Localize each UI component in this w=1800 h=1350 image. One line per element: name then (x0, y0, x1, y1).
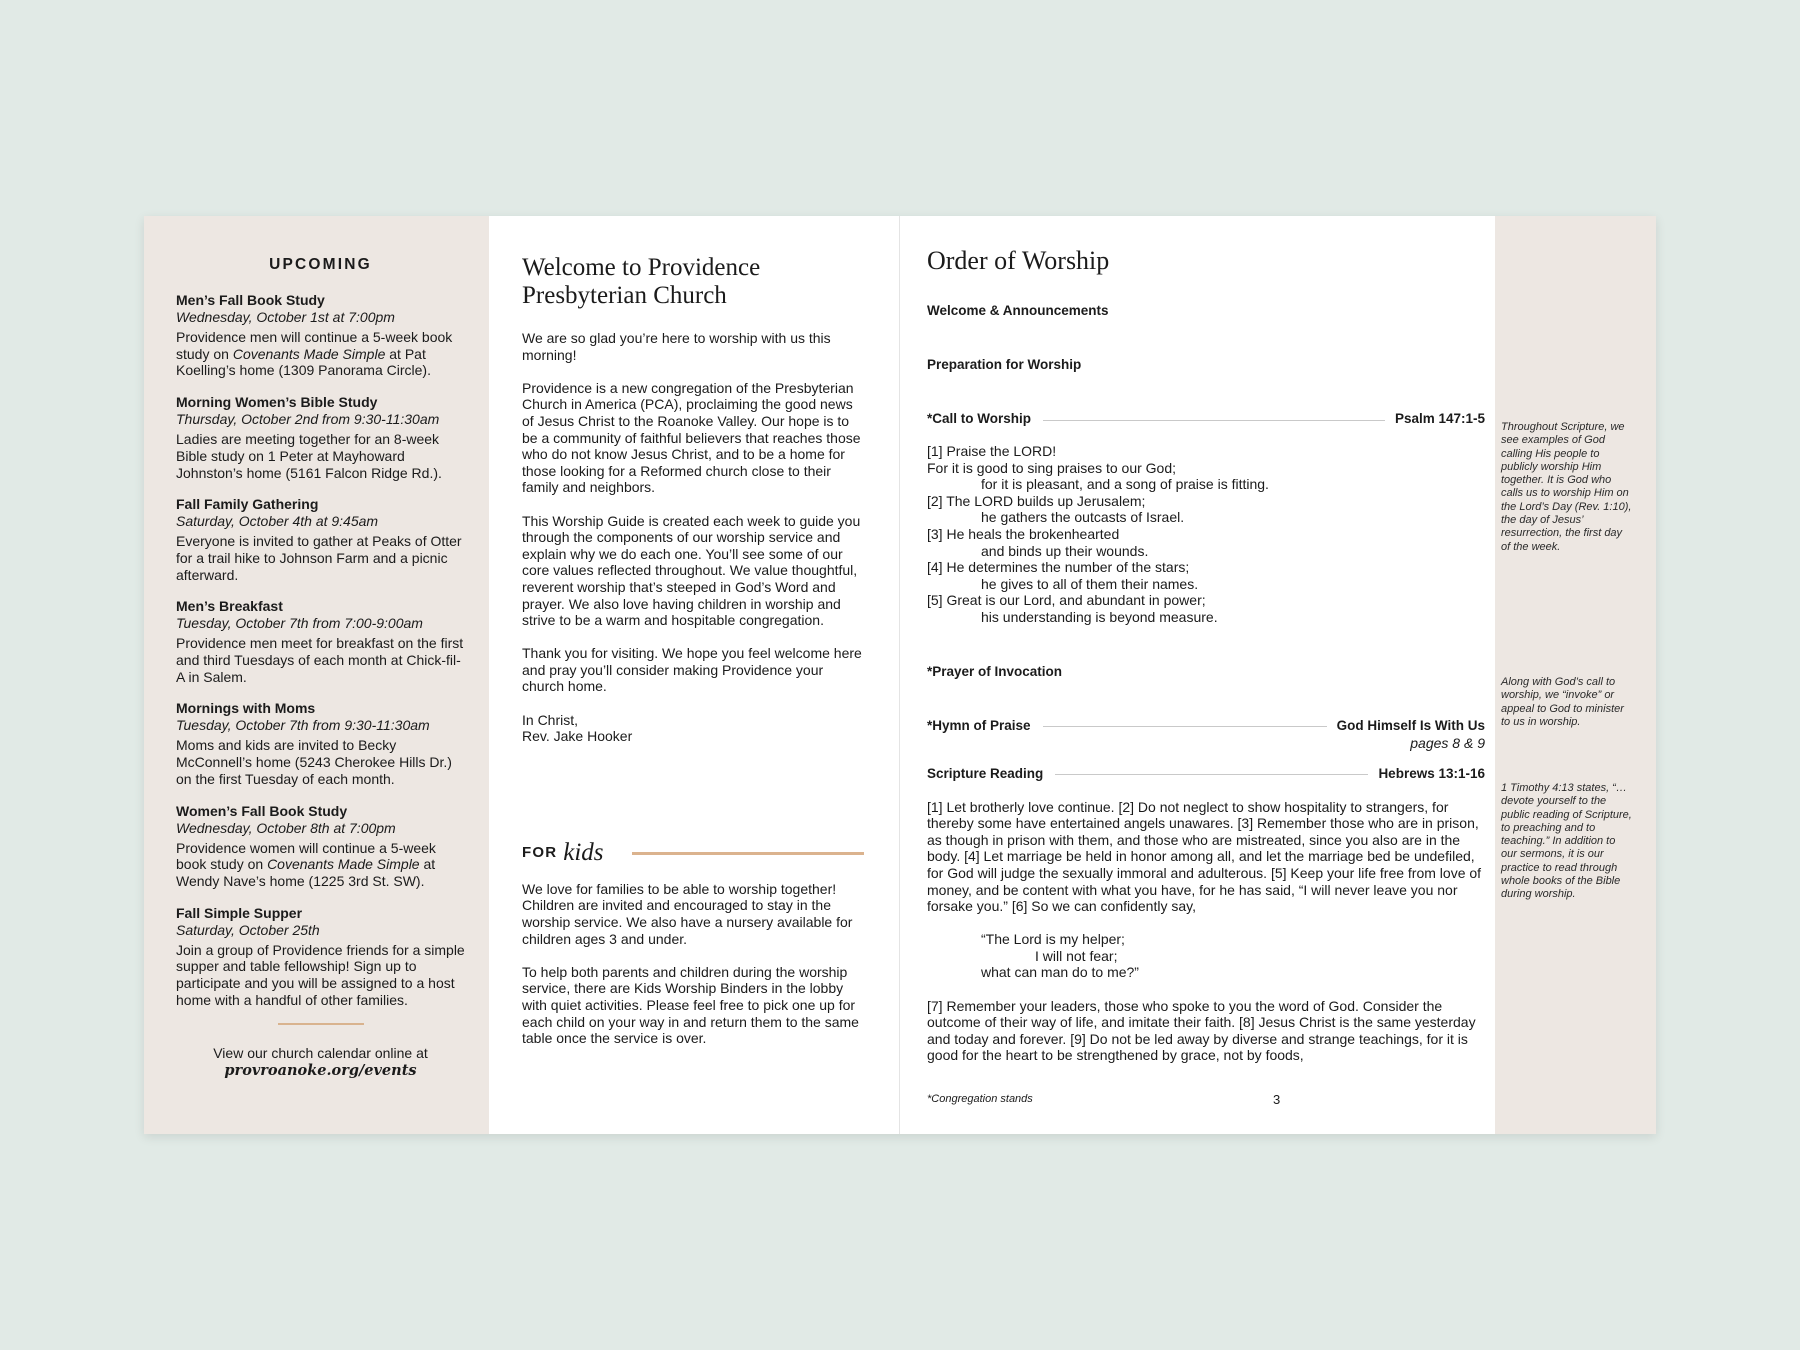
verse-line: for it is pleasant, and a song of praise is fitting. (981, 476, 1269, 493)
event-text: Providence women will continue a 5-week book study on (176, 839, 436, 873)
event-title: Morning Women’s Bible Study (176, 394, 378, 411)
event-item (176, 700, 465, 787)
event-title: Mornings with Moms (176, 700, 316, 717)
event-title: Men’s Breakfast (176, 598, 283, 615)
kids-heading (522, 839, 864, 867)
order-of-worship-title: Order of Worship (927, 246, 1110, 275)
event-item (176, 803, 465, 890)
scripture-quote (927, 931, 1485, 981)
scripture-reading-label: Scripture Reading (927, 765, 1044, 781)
scripture-paragraph: [1] Let brotherly love continue. [2] Do not neglect to show hospitality to strangers, for thereby some have entertained angels unawares. [3] Remember those who are in prison, as though in prison with them, and those who are mistreated, since you also are in the body. [4] Let marriage be held in honor among all, and let the marriage bed be undefiled, for God will judge the sexually immoral and adulterous. [5] Keep your life free from love of money, and be content with what you have, for he has said, “I will never leave you nor forsake you.” [6] So we can confidently say, (927, 798, 1482, 915)
call-to-worship-label: *Call to Worship (927, 411, 1032, 426)
leader-line (1055, 774, 1368, 775)
event-text: Providence men will continue a 5-week book study on (176, 329, 453, 362)
signature-name: Rev. Jake Hooker (522, 728, 633, 745)
calendar-note (176, 1044, 465, 1080)
quote-line: “The Lord is my helper; (981, 931, 1125, 948)
welcome-announcements-item: Welcome & Announcements (927, 303, 1109, 318)
divider (278, 1023, 364, 1025)
verse-line: his understanding is beyond measure. (981, 608, 1218, 625)
quote-line: I will not fear; (1035, 947, 1118, 964)
sidebar-note: Throughout Scripture, we see examples of God calling His people to publicly worship Him together. It is God who calls us to worship Him on the Lord’s Day (Rev. 1:10), the day of Jesus’ resurrection, the first day of the week. (1501, 421, 1632, 553)
event-description (176, 840, 465, 890)
event-title: Men’s Fall Book Study (176, 292, 325, 308)
event-text: at Wendy Nave’s home (1225 3rd St. SW). (176, 856, 436, 889)
welcome-title-line: Presbyterian Church (522, 282, 727, 309)
verse-line: [3] He heals the brokenhearted (927, 525, 1120, 542)
event-date: Tuesday, October 7th from 9:30-11:30am (176, 717, 430, 734)
verse-line: [4] He determines the number of the stars; (927, 559, 1190, 576)
preparation-item: Preparation for Worship (927, 357, 1082, 372)
kids-word: kids (563, 838, 604, 866)
welcome-paragraph: Providence is a new congregation of the Presbyterian Church in America (PCA), proclaiming the good news of Jesus Christ to the Roanoke Valley. Our hope is to be a community of faithful believers that reaches those who do not know Jesus Christ, and to be a home for those looking for a Reformed church close to their family and neighbors. (522, 379, 861, 496)
event-date: Thursday, October 2nd from 9:30-11:30am (176, 411, 440, 428)
event-date: Tuesday, October 7th from 7:00-9:00am (176, 615, 423, 632)
event-item (176, 905, 465, 1009)
hymn-title: God Himself Is With Us (1336, 717, 1485, 733)
sidebar-note: 1 Timothy 4:13 states, “…devote yourself to the public reading of Scripture, to preaching and to teaching.” In addition to our sermons, it is our practice to read through whole books of the Bible during worship. (1501, 782, 1632, 901)
welcome-paragraph: We are so glad you’re here to worship with us this morning! (522, 330, 831, 363)
book-title: Covenants Made Simple (232, 345, 386, 362)
sidebar-notes-panel (1495, 216, 1656, 1134)
leader-line (1043, 420, 1385, 421)
hymn-pages: pages 8 & 9 (1410, 734, 1485, 751)
event-description: Everyone is invited to gather at Peaks of Otter for a trail hike to Johnson Farm and a picnic afterward. (176, 533, 462, 583)
event-description: Join a group of Providence friends for a simple supper and table fellowship! Sign up to participate and you will be assigned to a host home with a handful of other families. (176, 941, 465, 1008)
kids-rule (632, 852, 864, 855)
signature-block (522, 712, 864, 745)
event-item (176, 394, 465, 481)
sidebar-note: Along with God’s call to worship, we “invoke” or appeal to God to minister to us in worship. (1501, 676, 1624, 728)
welcome-panel (489, 216, 900, 1134)
scripture-paragraph: [7] Remember your leaders, those who spoke to you the word of God. Consider the outcome of their way of life, and imitate their faith. [8] Jesus Christ is the same yesterday and today and forever. [9] Do not be led away by diverse and strange teachings, for it is good for the heart to be strengthened by grace, not by foods, (927, 997, 1476, 1064)
verse-line: [2] The LORD builds up Jerusalem; (927, 492, 1146, 509)
kids-paragraph: We love for families to be able to worship together! Children are invited and encouraged to stay in the worship service. We also have a nursery available for children ages 3 and under. (522, 880, 853, 947)
hymn-row (927, 718, 1485, 734)
hymn-label: *Hymn of Praise (927, 717, 1031, 733)
calendar-link[interactable]: provroanoke.org/events (224, 1062, 417, 1080)
event-description: Ladies are meeting together for an 8-week Bible study on 1 Peter at Mayhoward Johnston’s home (5161 Falcon Ridge Rd.). (176, 431, 442, 481)
scripture-reading-row (927, 766, 1485, 782)
book-title: Covenants Made Simple (267, 856, 420, 873)
upcoming-panel (144, 216, 489, 1134)
event-title: Fall Family Gathering (176, 496, 319, 513)
verse-line: [5] Great is our Lord, and abundant in power; (927, 592, 1206, 609)
event-description (176, 329, 465, 379)
welcome-title-line: Welcome to Providence (522, 254, 761, 281)
event-date: Saturday, October 25th (176, 921, 320, 938)
closing: In Christ, (522, 711, 579, 728)
worship-guide-booklet (144, 216, 1656, 1134)
event-date: Wednesday, October 8th at 7:00pm (176, 819, 396, 836)
event-title: Women’s Fall Book Study (176, 802, 348, 819)
welcome-paragraph: Thank you for visiting. We hope you feel welcome here and pray you’ll consider making Providence your church home. (522, 645, 862, 695)
verse-line: [1] Praise the LORD! (927, 443, 1057, 459)
verse-line: and binds up their wounds. (981, 542, 1149, 559)
event-description: Moms and kids are invited to Becky McConnell’s home (5243 Cherokee Hills Dr.) on the first Tuesday of each month. (176, 737, 452, 787)
call-to-worship-row (927, 411, 1485, 427)
congregation-stands-note: *Congregation stands (927, 1093, 1033, 1105)
verse-line: For it is good to sing praises to our God; (927, 459, 1177, 476)
event-description: Providence men meet for breakfast on the first and third Tuesdays of each month at Chick-fil-A in Salem. (176, 635, 464, 685)
kids-paragraph: To help both parents and children during the worship service, there are Kids Worship Binders in the lobby with quiet activities. Please feel free to pick one up for each child on your way in and return them to the same table once the service is over. (522, 963, 859, 1047)
upcoming-heading: UPCOMING (269, 256, 372, 273)
order-of-worship-panel (900, 216, 1495, 1134)
event-item (176, 598, 465, 685)
event-text: at Pat Koelling’s home (1309 Panorama Circle). (176, 345, 431, 379)
welcome-paragraph: This Worship Guide is created each week to guide you through the components of our worship service and explain why we do each one. You’ll see some of our core values reflected throughout. We value thoughtful, reverent worship that’s steeped in God’s Word and prayer. We also love having children in worship and strive to be a warm and hospitable congregation. (522, 512, 861, 629)
call-to-worship-ref: Psalm 147:1-5 (1394, 411, 1485, 426)
scripture-reading-ref: Hebrews 13:1-16 (1378, 765, 1485, 781)
quote-line: what can man do to me?” (981, 964, 1139, 981)
kids-for-label: FOR (522, 844, 558, 862)
welcome-title (522, 254, 864, 310)
psalm-text (927, 443, 1485, 626)
verse-line: he gives to all of them their names. (981, 575, 1199, 592)
event-item (176, 292, 465, 379)
event-date: Wednesday, October 1st at 7:00pm (176, 309, 395, 325)
event-title: Fall Simple Supper (176, 904, 303, 921)
prayer-of-invocation-item: *Prayer of Invocation (927, 663, 1063, 679)
calendar-text: View our church calendar online at (213, 1045, 428, 1062)
page-number: 3 (1273, 1092, 1281, 1107)
verse-line: he gathers the outcasts of Israel. (981, 509, 1185, 526)
leader-line (1043, 726, 1327, 727)
event-date: Saturday, October 4th at 9:45am (176, 513, 379, 530)
event-item (176, 496, 465, 583)
